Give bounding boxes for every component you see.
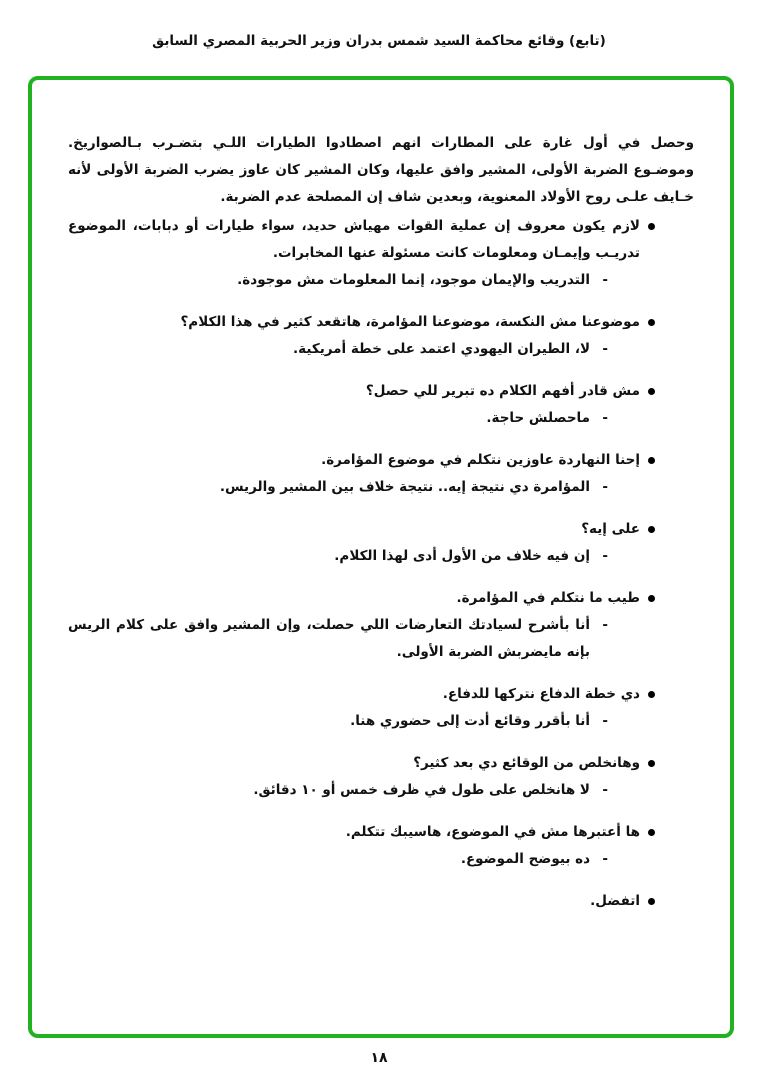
question-item (68, 309, 694, 336)
question-item (68, 888, 694, 915)
dash-icon: - (602, 410, 608, 426)
question-text: طيب ما نتكلم في المؤامرة. (456, 590, 640, 606)
dash-icon: - (602, 617, 608, 633)
dash-icon: - (602, 782, 608, 798)
question-item (68, 378, 694, 405)
answer-text: المؤامرة دي نتيجة إيه.. نتيجة خلاف بين المشير والريس. (219, 479, 590, 495)
question-text: لازم يكون معروف إن عملية القوات مهياش حديد، سواء طيارات أو دبابات، الموضوع تدريـب وإيمـان ومعلومات كانت مسئولة عنها المخابرات. (68, 218, 640, 261)
question-text: على إيه؟ (581, 521, 640, 537)
dash-icon: - (602, 713, 608, 729)
dialogue-group (68, 585, 694, 666)
answer-text: أنا بأشرح لسيادتك التعارضات اللي حصلت، وإن المشير وافق على كلام الريس بإنه مايضربش الضربة الأولى. (68, 617, 590, 660)
question-item (68, 585, 694, 612)
question-text: إحنا النهاردة عاوزين نتكلم في موضوع المؤامرة. (321, 452, 640, 468)
question-item (68, 516, 694, 543)
dash-icon: - (602, 341, 608, 357)
bullet-icon (640, 888, 656, 915)
dialogue-group (68, 378, 694, 432)
answer-item (68, 777, 694, 804)
bullet-icon (640, 819, 656, 846)
dialogue-group (68, 819, 694, 873)
content-frame (28, 76, 734, 1038)
bullet-icon (640, 309, 656, 336)
answer-item (68, 336, 694, 363)
question-text: دي خطة الدفاع نتركها للدفاع. (442, 686, 640, 702)
dialogue-list (68, 213, 694, 915)
question-text: وهانخلص من الوقائع دي بعد كثير؟ (413, 755, 640, 771)
bullet-icon (640, 378, 656, 405)
question-item (68, 750, 694, 777)
dash-icon: - (602, 548, 608, 564)
question-text: ها أعتبرها مش في الموضوع، هاسيبك تتكلم. (345, 824, 640, 840)
answer-item (68, 612, 694, 666)
question-item (68, 819, 694, 846)
answer-text: إن فيه خلاف من الأول أدى لهذا الكلام. (334, 548, 590, 564)
dialogue-group (68, 447, 694, 501)
question-item (68, 213, 694, 267)
dialogue-group (68, 309, 694, 363)
dialogue-group (68, 516, 694, 570)
answer-item (68, 543, 694, 570)
question-text: موضوعنا مش النكسة، موضوعنا المؤامرة، هاتقعد كثير في هذا الكلام؟ (180, 314, 640, 330)
dialogue-group (68, 213, 694, 294)
page-number: ١٨ (370, 1050, 388, 1066)
page-header: (تابع) وقائع محاكمة السيد شمس بدران وزير الحربية المصري السابق (152, 33, 606, 49)
answer-item (68, 405, 694, 432)
question-text: اتفضل. (590, 893, 640, 909)
answer-text: التدريب والإيمان موجود، إنما المعلومات مش موجودة. (237, 272, 590, 288)
answer-text: ده بيوضح الموضوع. (460, 851, 590, 867)
answer-item (68, 708, 694, 735)
question-item (68, 447, 694, 474)
dialogue-group (68, 888, 694, 915)
dash-icon: - (602, 272, 608, 288)
question-item (68, 681, 694, 708)
bullet-icon (640, 750, 656, 777)
dialogue-group (68, 681, 694, 735)
bullet-icon (640, 681, 656, 708)
intro-paragraph: وحصل في أول غارة على المطارات انهم اصطادوا الطيارات اللـي بتضـرب بـالصواريخ. وموضـوع الضربة الأولى، المشير وافق عليها، وكان المشير كان عاوز يضرب الضربة الأولى لأنه خـايف علـى روح الأولاد المعنوية، وبعدين شاف إن المصلحة عدم الضربة. (68, 135, 694, 205)
question-text: مش قادر أفهم الكلام ده تبرير للي حصل؟ (365, 383, 640, 399)
answer-item (68, 846, 694, 873)
answer-text: أنا بأقرر وقائع أدت إلى حضوري هنا. (350, 713, 590, 729)
answer-text: لا هانخلص على طول في ظرف خمس أو ١٠ دقائق. (253, 782, 590, 798)
answer-text: ماحصلش حاجة. (486, 410, 590, 426)
bullet-icon (640, 213, 656, 267)
bullet-icon (640, 516, 656, 543)
dash-icon: - (602, 851, 608, 867)
answer-item (68, 267, 694, 294)
answer-item (68, 474, 694, 501)
dialogue-group (68, 750, 694, 804)
bullet-icon (640, 447, 656, 474)
bullet-icon (640, 585, 656, 612)
answer-text: لا، الطيران اليهودي اعتمد على خطة أمريكية. (293, 341, 590, 357)
dash-icon: - (602, 479, 608, 495)
